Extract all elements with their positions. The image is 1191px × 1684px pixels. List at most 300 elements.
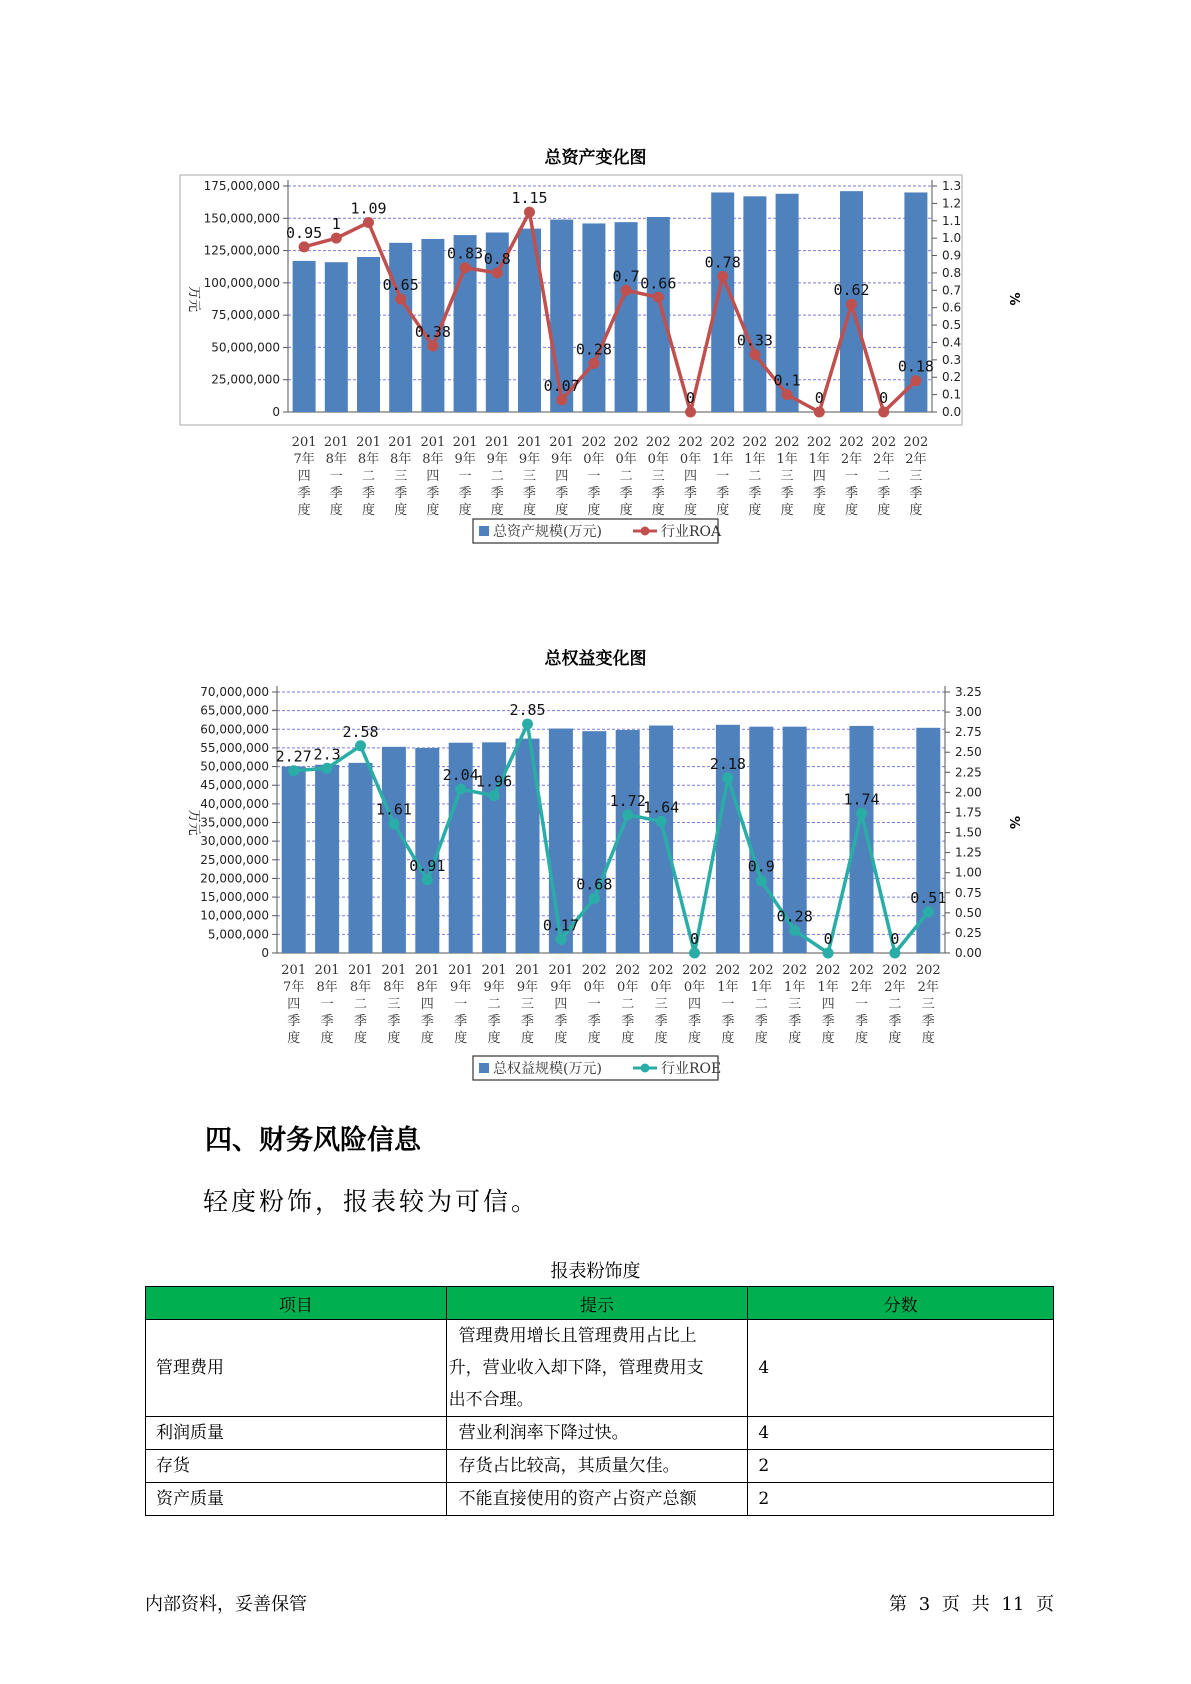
row-score: 4 bbox=[748, 1417, 1054, 1450]
footer-page-number: 第 3 页 共 11 页 bbox=[889, 1594, 1054, 1615]
x-tick-label: 四 bbox=[420, 997, 434, 1012]
x-tick-label: 四 bbox=[821, 997, 835, 1012]
row-hint bbox=[446, 1483, 748, 1516]
table-row bbox=[146, 1320, 1054, 1417]
line-point bbox=[749, 349, 760, 360]
x-tick-label: 季 bbox=[754, 1014, 768, 1029]
line-point bbox=[823, 948, 834, 959]
legend-line-marker bbox=[641, 1064, 650, 1073]
bar bbox=[612, 222, 640, 412]
x-tick-label: 9年 bbox=[551, 452, 573, 467]
row-hint-line: 升，营业收入却下降，管理费用支 bbox=[448, 1358, 704, 1378]
y2-tick-label: 3.25 bbox=[955, 685, 982, 699]
row-item: 管理费用 bbox=[146, 1320, 447, 1417]
x-tick-label: 201 bbox=[548, 963, 574, 978]
x-tick-label: 202 bbox=[915, 963, 941, 978]
x-tick-label: 季 bbox=[788, 1014, 802, 1029]
x-tick-label: 季 bbox=[353, 1014, 368, 1029]
line-point bbox=[910, 375, 921, 386]
x-tick-label: 2年 bbox=[905, 452, 927, 467]
x-tick-label: 季 bbox=[844, 486, 859, 501]
data-label: 2.27 bbox=[275, 747, 312, 766]
y2-tick-label: 0.4 bbox=[942, 335, 962, 350]
x-tick-label: 季 bbox=[909, 486, 923, 501]
data-label: 0.78 bbox=[704, 253, 741, 272]
x-tick-label: 一 bbox=[320, 997, 334, 1012]
data-label: 0.62 bbox=[833, 281, 870, 300]
y-tick-label: 20,000,000 bbox=[200, 871, 269, 886]
x-tick-label: 度 bbox=[329, 503, 343, 518]
y2-tick-label: 0.8 bbox=[942, 265, 962, 280]
table-caption: 报表粉饰度 bbox=[550, 1261, 641, 1282]
line-point bbox=[756, 875, 767, 886]
x-tick-label: 度 bbox=[812, 503, 826, 518]
x-tick-label: 度 bbox=[458, 503, 472, 518]
line-point bbox=[689, 948, 700, 959]
window-dressing-table bbox=[145, 1286, 1054, 1516]
x-tick-label: 一 bbox=[454, 997, 468, 1012]
x-tick-label: 度 bbox=[687, 1031, 702, 1046]
x-tick-label: 202 bbox=[882, 963, 908, 978]
y-tick-label: 70,000,000 bbox=[200, 685, 269, 699]
y2-axis-title: % bbox=[1006, 292, 1021, 306]
y2-tick-label: 0.25 bbox=[955, 925, 982, 940]
x-tick-label: 202 bbox=[613, 435, 639, 450]
x-tick-label: 季 bbox=[716, 486, 730, 501]
x-tick-label: 8年 bbox=[316, 980, 338, 995]
x-tick-label: 季 bbox=[654, 1014, 668, 1029]
line-point bbox=[524, 207, 535, 218]
x-tick-label: 二 bbox=[754, 997, 768, 1012]
x-tick-label: 四 bbox=[555, 469, 569, 484]
x-tick-label: 度 bbox=[353, 1031, 368, 1046]
x-tick-label: 度 bbox=[287, 1031, 301, 1046]
data-label: 0 bbox=[879, 389, 889, 407]
data-label: 0.95 bbox=[286, 223, 323, 242]
x-tick-label: 2年 bbox=[850, 980, 873, 995]
x-tick-label: 度 bbox=[651, 503, 665, 518]
line-point bbox=[656, 816, 667, 827]
x-tick-label: 1年 bbox=[712, 452, 734, 467]
y-tick-label: 35,000,000 bbox=[200, 815, 269, 830]
data-label: 0 bbox=[689, 930, 700, 948]
data-label: 2.85 bbox=[509, 701, 546, 720]
row-hint-line: 存货占比较高，其质量欠佳。 bbox=[458, 1456, 680, 1476]
x-tick-label: 7年 bbox=[293, 452, 315, 467]
data-label: 0.8 bbox=[483, 249, 511, 268]
y-tick-label: 40,000,000 bbox=[200, 796, 269, 811]
x-tick-label: 9年 bbox=[483, 980, 505, 995]
bar bbox=[749, 727, 773, 953]
line-point bbox=[363, 217, 374, 228]
x-tick-label: 202 bbox=[742, 435, 768, 450]
y2-tick-label: 0.0 bbox=[942, 405, 962, 419]
row-hint-line: 营业利润率下降过快。 bbox=[458, 1423, 629, 1443]
x-tick-label: 季 bbox=[555, 486, 569, 501]
row-score: 2 bbox=[748, 1450, 1054, 1483]
y2-tick-label: 0.9 bbox=[942, 248, 962, 263]
data-label: 1.61 bbox=[375, 800, 412, 819]
x-tick-label: 一 bbox=[587, 469, 601, 484]
row-hint bbox=[446, 1320, 748, 1417]
x-tick-label: 三 bbox=[921, 997, 935, 1012]
bar bbox=[850, 726, 874, 953]
x-tick-label: 三 bbox=[654, 997, 668, 1012]
row-score: 2 bbox=[748, 1483, 1054, 1516]
x-tick-label: 季 bbox=[287, 1014, 301, 1029]
x-tick-label: 0年 bbox=[583, 452, 605, 467]
x-tick-label: 2年 bbox=[873, 452, 895, 467]
line-point bbox=[923, 907, 934, 918]
y2-tick-label: 0.50 bbox=[955, 905, 982, 920]
y2-tick-label: 1.1 bbox=[942, 213, 962, 228]
bar bbox=[382, 747, 406, 953]
x-tick-label: 201 bbox=[291, 435, 317, 450]
y2-tick-label: 0.00 bbox=[955, 946, 982, 960]
x-tick-label: 四 bbox=[297, 469, 311, 484]
bar bbox=[357, 257, 380, 412]
bar bbox=[582, 223, 605, 412]
x-tick-label: 1年 bbox=[808, 452, 830, 467]
x-tick-label: 季 bbox=[420, 1014, 434, 1029]
x-tick-label: 201 bbox=[356, 435, 381, 450]
y2-tick-label: 1.75 bbox=[955, 805, 982, 820]
x-tick-label: 三 bbox=[520, 997, 535, 1012]
x-tick-label: 季 bbox=[329, 486, 343, 501]
line-point bbox=[685, 407, 696, 418]
column-header-score: 分数 bbox=[748, 1287, 1054, 1320]
x-tick-label: 三 bbox=[387, 997, 401, 1012]
data-label: 0.9 bbox=[747, 857, 775, 876]
x-tick-label: 202 bbox=[903, 435, 929, 450]
row-item: 存货 bbox=[146, 1450, 447, 1483]
y-tick-label: 10,000,000 bbox=[200, 908, 269, 923]
y2-tick-label: 3.00 bbox=[955, 705, 982, 720]
x-tick-label: 三 bbox=[909, 469, 923, 484]
y-tick-label: 175,000,000 bbox=[203, 179, 280, 193]
data-label: 0.1 bbox=[773, 371, 801, 390]
x-tick-label: 四 bbox=[687, 997, 702, 1012]
y-tick-label: 125,000,000 bbox=[203, 243, 280, 258]
x-tick-label: 2年 bbox=[840, 452, 863, 467]
y-tick-label: 25,000,000 bbox=[211, 372, 280, 387]
x-tick-label: 202 bbox=[849, 963, 874, 978]
x-tick-label: 度 bbox=[748, 503, 762, 518]
x-tick-label: 1年 bbox=[744, 452, 766, 467]
x-tick-label: 1年 bbox=[750, 980, 772, 995]
x-tick-label: 季 bbox=[687, 1014, 702, 1029]
x-tick-label: 一 bbox=[854, 997, 869, 1012]
x-tick-label: 季 bbox=[520, 1014, 535, 1029]
x-tick-label: 201 bbox=[420, 435, 446, 450]
y2-tick-label: 0.1 bbox=[942, 387, 962, 402]
y-tick-label: 5,000,000 bbox=[207, 927, 269, 942]
x-tick-label: 一 bbox=[329, 469, 343, 484]
data-label: 1 bbox=[331, 215, 341, 234]
x-tick-label: 度 bbox=[394, 503, 408, 518]
data-label: 0.17 bbox=[542, 916, 579, 935]
footer-confidential: 内部资料，妥善保管 bbox=[145, 1594, 307, 1615]
y-tick-label: 15,000,000 bbox=[200, 890, 269, 905]
legend-bar-swatch bbox=[479, 526, 489, 536]
y2-tick-label: 1.25 bbox=[955, 845, 982, 860]
data-label: 0 bbox=[814, 389, 824, 407]
y2-tick-label: 1.2 bbox=[942, 196, 962, 211]
chart-title-assets: 总资产变化图 bbox=[544, 148, 647, 168]
bar bbox=[293, 261, 316, 412]
y-tick-label: 45,000,000 bbox=[200, 778, 269, 793]
x-tick-label: 二 bbox=[748, 469, 762, 484]
data-label: 0.07 bbox=[543, 376, 580, 395]
x-tick-label: 202 bbox=[782, 963, 808, 978]
x-tick-label: 四 bbox=[554, 997, 568, 1012]
data-label: 0 bbox=[890, 930, 900, 948]
x-tick-label: 201 bbox=[452, 435, 478, 450]
x-tick-label: 一 bbox=[716, 469, 730, 484]
y2-tick-label: 2.75 bbox=[955, 725, 982, 740]
line-point bbox=[717, 271, 728, 282]
y-tick-label: 50,000,000 bbox=[211, 340, 280, 355]
x-tick-label: 二 bbox=[361, 469, 376, 484]
table-header-row bbox=[146, 1287, 1054, 1320]
y2-tick-label: 2.25 bbox=[955, 765, 982, 780]
x-tick-label: 季 bbox=[522, 486, 537, 501]
x-tick-label: 度 bbox=[522, 503, 537, 518]
x-tick-label: 202 bbox=[815, 963, 841, 978]
x-tick-label: 1年 bbox=[817, 980, 839, 995]
y2-tick-label: 2.50 bbox=[955, 745, 982, 760]
x-tick-label: 度 bbox=[788, 1031, 802, 1046]
y-axis-title: 万元 bbox=[186, 285, 201, 313]
y-tick-label: 50,000,000 bbox=[200, 759, 269, 774]
x-tick-label: 201 bbox=[414, 963, 440, 978]
x-tick-label: 度 bbox=[844, 503, 859, 518]
bar bbox=[647, 217, 670, 412]
row-hint-line: 管理费用增长且管理费用占比上 bbox=[458, 1326, 697, 1346]
line-point bbox=[889, 948, 900, 959]
x-tick-label: 0年 bbox=[617, 980, 639, 995]
line-point bbox=[722, 772, 733, 783]
data-label: 0.7 bbox=[612, 267, 640, 286]
y2-tick-label: 1.0 bbox=[942, 231, 962, 246]
data-label: 0.83 bbox=[447, 244, 484, 263]
x-tick-label: 度 bbox=[320, 1031, 334, 1046]
line-point bbox=[492, 267, 503, 278]
x-tick-label: 0年 bbox=[650, 980, 672, 995]
data-label: 1.15 bbox=[511, 189, 548, 208]
row-item: 资产质量 bbox=[146, 1483, 447, 1516]
row-hint-line: 出不合理。 bbox=[448, 1390, 534, 1410]
data-label: 1.09 bbox=[350, 199, 387, 218]
x-tick-label: 二 bbox=[877, 469, 891, 484]
x-tick-label: 202 bbox=[748, 963, 774, 978]
line-point bbox=[395, 294, 406, 305]
x-tick-label: 度 bbox=[877, 503, 891, 518]
x-tick-label: 二 bbox=[487, 997, 501, 1012]
x-tick-label: 季 bbox=[587, 486, 601, 501]
x-tick-label: 度 bbox=[780, 503, 794, 518]
line-point bbox=[422, 874, 433, 885]
x-tick-label: 8年 bbox=[416, 980, 438, 995]
y2-tick-label: 0.75 bbox=[955, 885, 982, 900]
x-tick-label: 度 bbox=[454, 1031, 468, 1046]
data-label: 0.51 bbox=[910, 889, 947, 908]
x-tick-label: 7年 bbox=[283, 980, 305, 995]
x-tick-label: 二 bbox=[888, 997, 902, 1012]
x-tick-label: 1年 bbox=[776, 452, 798, 467]
x-tick-label: 季 bbox=[387, 1014, 401, 1029]
line-point bbox=[789, 925, 800, 936]
y2-tick-label: 0.2 bbox=[942, 370, 962, 385]
x-tick-label: 季 bbox=[458, 486, 472, 501]
data-label: 1.72 bbox=[609, 791, 646, 810]
x-tick-label: 9年 bbox=[550, 980, 572, 995]
x-tick-label: 度 bbox=[520, 1031, 535, 1046]
x-tick-label: 1年 bbox=[717, 980, 739, 995]
x-tick-label: 202 bbox=[710, 435, 736, 450]
y-tick-label: 100,000,000 bbox=[203, 275, 280, 290]
y-tick-label: 0 bbox=[261, 946, 269, 960]
x-tick-label: 度 bbox=[854, 1031, 869, 1046]
line-point bbox=[814, 407, 825, 418]
line-point bbox=[522, 719, 533, 730]
x-tick-label: 8年 bbox=[422, 452, 444, 467]
x-tick-label: 202 bbox=[648, 963, 674, 978]
x-tick-label: 度 bbox=[587, 503, 601, 518]
x-tick-label: 三 bbox=[522, 469, 537, 484]
data-label: 2.18 bbox=[709, 754, 746, 773]
x-tick-label: 8年 bbox=[383, 980, 405, 995]
x-tick-label: 一 bbox=[587, 997, 601, 1012]
section-heading: 四、财务风险信息 bbox=[205, 1125, 421, 1156]
table-row bbox=[146, 1450, 1054, 1483]
x-tick-label: 201 bbox=[348, 963, 373, 978]
x-tick-label: 季 bbox=[619, 486, 633, 501]
bar bbox=[349, 763, 373, 953]
x-tick-label: 度 bbox=[909, 503, 923, 518]
bar bbox=[649, 726, 673, 953]
x-tick-label: 202 bbox=[645, 435, 671, 450]
x-tick-label: 2年 bbox=[917, 980, 939, 995]
data-label: 0 bbox=[685, 389, 696, 407]
data-label: 0.28 bbox=[575, 340, 612, 359]
x-tick-label: 度 bbox=[721, 1031, 735, 1046]
risk-summary: 轻度粉饰，报表较为可信。 bbox=[203, 1187, 540, 1216]
line-point bbox=[299, 241, 310, 252]
x-tick-label: 0年 bbox=[583, 980, 605, 995]
line-point bbox=[460, 262, 471, 273]
y-tick-label: 55,000,000 bbox=[200, 740, 269, 755]
data-label: 0.28 bbox=[776, 907, 813, 926]
row-hint bbox=[446, 1417, 748, 1450]
data-label: 0.68 bbox=[576, 875, 613, 894]
x-tick-label: 三 bbox=[394, 469, 408, 484]
x-tick-label: 9年 bbox=[454, 452, 476, 467]
data-label: 1.74 bbox=[843, 790, 880, 809]
y2-tick-label: 1.50 bbox=[955, 825, 982, 840]
bar bbox=[582, 731, 606, 953]
line-point bbox=[556, 394, 567, 405]
x-tick-label: 1年 bbox=[784, 980, 806, 995]
x-tick-label: 201 bbox=[314, 963, 340, 978]
y-tick-label: 75,000,000 bbox=[211, 308, 280, 323]
row-item: 利润质量 bbox=[146, 1417, 447, 1450]
table-row bbox=[146, 1483, 1054, 1516]
x-tick-label: 一 bbox=[721, 997, 735, 1012]
line-point bbox=[846, 299, 857, 310]
x-tick-label: 度 bbox=[554, 1031, 568, 1046]
line-point bbox=[455, 784, 466, 795]
data-label: 0.33 bbox=[736, 331, 773, 350]
data-label: 1.96 bbox=[476, 772, 513, 791]
x-tick-label: 0年 bbox=[615, 452, 637, 467]
y-tick-label: 60,000,000 bbox=[200, 722, 269, 737]
x-tick-label: 季 bbox=[877, 486, 891, 501]
data-label: 2.04 bbox=[442, 766, 479, 785]
y-tick-label: 150,000,000 bbox=[203, 211, 280, 226]
x-tick-label: 季 bbox=[888, 1014, 902, 1029]
data-label: 0.91 bbox=[409, 856, 446, 875]
x-tick-label: 度 bbox=[821, 1031, 835, 1046]
x-tick-label: 201 bbox=[448, 963, 474, 978]
x-tick-label: 四 bbox=[683, 469, 698, 484]
x-tick-label: 201 bbox=[515, 963, 540, 978]
line-point bbox=[331, 233, 342, 244]
data-label: 2.58 bbox=[342, 722, 379, 741]
line-point bbox=[588, 358, 599, 369]
x-tick-label: 度 bbox=[487, 1031, 501, 1046]
x-tick-label: 202 bbox=[615, 963, 641, 978]
bar bbox=[616, 730, 640, 953]
x-tick-label: 三 bbox=[651, 469, 665, 484]
x-tick-label: 201 bbox=[484, 435, 510, 450]
legend-line-marker bbox=[641, 527, 650, 536]
x-tick-label: 季 bbox=[683, 486, 698, 501]
bar bbox=[415, 748, 439, 953]
x-tick-label: 季 bbox=[320, 1014, 334, 1029]
y-tick-label: 65,000,000 bbox=[200, 703, 269, 718]
line-point bbox=[427, 340, 438, 351]
column-header-item: 项目 bbox=[146, 1287, 447, 1320]
x-tick-label: 2年 bbox=[884, 980, 906, 995]
x-tick-label: 9年 bbox=[450, 980, 472, 995]
line-point bbox=[653, 292, 664, 303]
x-tick-label: 季 bbox=[821, 1014, 835, 1029]
line-point bbox=[388, 818, 399, 829]
x-tick-label: 季 bbox=[587, 1014, 601, 1029]
bar bbox=[282, 767, 306, 953]
data-label: 1.64 bbox=[643, 798, 680, 817]
row-hint bbox=[446, 1450, 748, 1483]
x-tick-label: 201 bbox=[323, 435, 349, 450]
table-row bbox=[146, 1417, 1054, 1450]
x-tick-label: 季 bbox=[297, 486, 311, 501]
x-tick-label: 四 bbox=[426, 469, 440, 484]
x-tick-label: 9年 bbox=[518, 452, 541, 467]
y2-tick-label: 1.3 bbox=[942, 179, 962, 193]
row-hint-line: 不能直接使用的资产占资产总额 bbox=[458, 1489, 697, 1509]
y2-tick-label: 0.7 bbox=[942, 283, 962, 298]
x-tick-label: 度 bbox=[619, 503, 633, 518]
line-point bbox=[288, 765, 299, 776]
x-tick-label: 一 bbox=[844, 469, 859, 484]
x-tick-label: 201 bbox=[281, 963, 307, 978]
y-tick-label: 25,000,000 bbox=[200, 852, 269, 867]
legend-bar-swatch bbox=[479, 1063, 489, 1073]
bar bbox=[315, 765, 339, 953]
x-tick-label: 度 bbox=[921, 1031, 935, 1046]
line-point bbox=[782, 389, 793, 400]
